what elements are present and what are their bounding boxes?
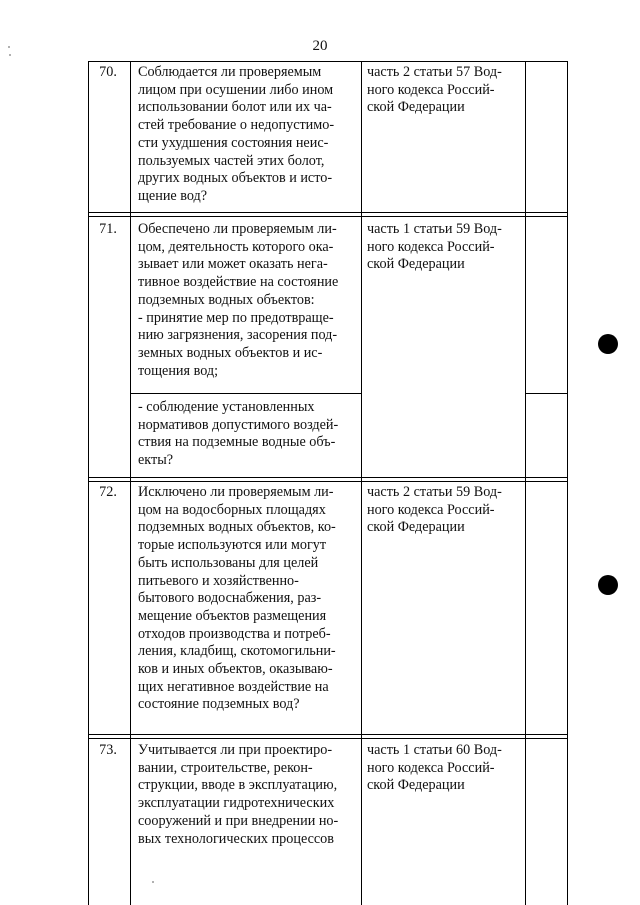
- scan-speck: [8, 46, 10, 48]
- row-divider: [88, 734, 568, 739]
- column-divider: [130, 61, 131, 905]
- question-text-continued: - соблюдение установленных нормативов допустимого воздей- ствия на подземные водные объ- екты?: [138, 399, 339, 469]
- question-text: Учитывается ли при проектиро- вании, строительстве, рекон- струкции, вводе в эксплуатацию, эксплуатации гидротехнических сооружений и при внедрении но- вых технологических процессов: [138, 742, 339, 847]
- legal-reference: часть 1 статьи 59 Вод- ного кодекса Россий- ской Федерации: [367, 221, 502, 273]
- row-divider: [88, 212, 568, 217]
- legal-reference: часть 2 статьи 57 Вод- ного кодекса Россий- ской Федерации: [367, 64, 502, 116]
- row-number: 73.: [99, 742, 117, 758]
- question-text: Исключено ли проверяемым ли- цом на водосборных площадях подземных водных объектов, ко- торые используются или могут быть использованы для целей питьевого и хозяйственно- бытового водоснабжения, раз- мещение объектов размещения отходов производства и потреб- ления, кладбищ, скотомогильни- ков и иных объектов, оказываю- щих негативное воздействие на состояние подземных вод?: [138, 484, 336, 713]
- row-number: 72.: [99, 484, 117, 500]
- table-border-left: [88, 61, 89, 905]
- row-number: 70.: [99, 64, 117, 80]
- scan-speck: [9, 54, 11, 56]
- table-border-right: [567, 61, 568, 905]
- legal-reference: часть 2 статьи 59 Вод- ного кодекса Россий- ской Федерации: [367, 484, 502, 536]
- table-border-top: [88, 61, 568, 62]
- subrow-divider: [525, 393, 568, 394]
- row-divider: [88, 477, 568, 482]
- punch-hole: [598, 575, 618, 595]
- legal-reference: часть 1 статьи 60 Вод- ного кодекса Россий- ской Федерации: [367, 742, 502, 794]
- subrow-divider: [130, 393, 362, 394]
- punch-hole: [598, 334, 618, 354]
- question-text: Соблюдается ли проверяемым лицом при осушении либо ином использовании болот или их ча- стей требование о недопустимо- сти ухудшения состояния неис- пользуемых частей этих болот, других водных объектов и исто- щение вод?: [138, 64, 335, 204]
- checklist-table: [88, 61, 568, 905]
- question-text: Обеспечено ли проверяемым ли- цом, деятельность которого ока- зывает или может оказать нега- тивное воздействие на состояние подземных водных объектов: - принятие мер по предотвраще- нию загрязнения, засорения под- земных водных объектов и ис- тощения вод;: [138, 221, 339, 379]
- page-number: 20: [312, 38, 328, 54]
- column-divider: [525, 61, 526, 905]
- row-number: 71.: [99, 221, 117, 237]
